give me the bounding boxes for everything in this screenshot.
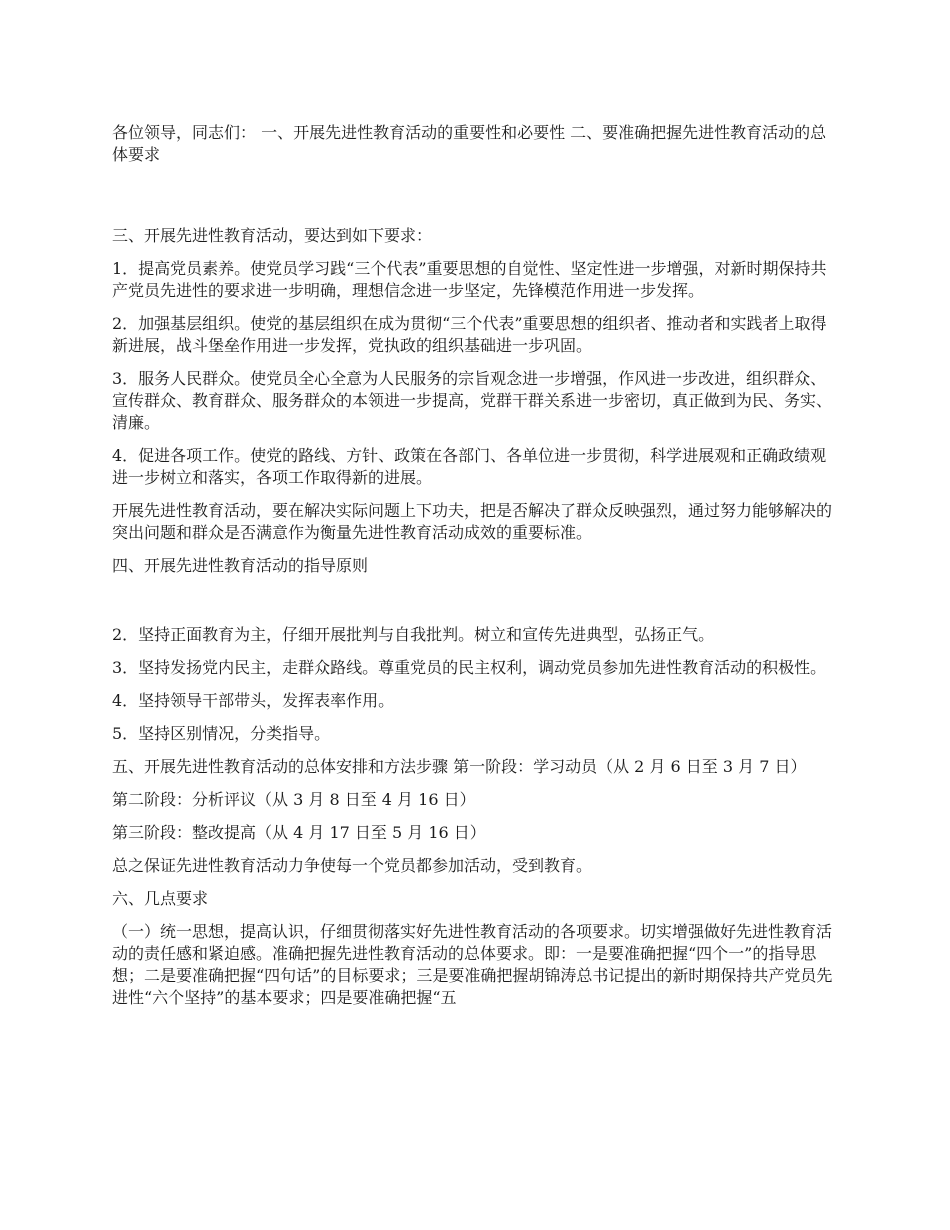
paragraph-principle-2: 2．坚持正面教育为主，仔细开展批判与自我批判。树立和宣传先进典型，弘扬正气。 — [112, 625, 715, 644]
paragraph-standard: 开展先进性教育活动，要在解决实际问题上下功夫，把是否解决了群众反映强烈，通过努力能够解决的突出问题和群众是否满意作为衡量先进性教育活动成效的重要标准。 — [112, 501, 833, 542]
paragraph-principle-4: 4．坚持领导干部带头，发挥表率作用。 — [112, 691, 395, 710]
paragraph-section-6-heading: 六、几点要求 — [112, 889, 209, 908]
blank-gap — [112, 588, 842, 624]
paragraph-point-1: （一）统一思想，提高认识，仔细贯彻落实好先进性教育活动的各项要求。切实增强做好先进性教育活动的责任感和紧迫感。准确把握先进性教育活动的总体要求。即：一是要准确把握“四个一”的指导思想；二是要准确把握“四句话”的目标要求；三是要准确把握胡锦涛总书记提出的新时期保持共产党员先进性“六个坚持”的基本要求；四是要准确把握“五 — [112, 922, 833, 1007]
document-body — [112, 122, 842, 1020]
paragraph-greeting: 各位领导，同志们： 一、开展先进性教育活动的重要性和必要性 二、要准确把握先进性教育活动的总体要求 — [112, 123, 827, 164]
paragraph-requirement-2: 2．加强基层组织。使党的基层组织在成为贯彻“三个代表”重要思想的组织者、推动者和实践者上取得新进展，战斗堡垒作用进一步发挥，党执政的组织基础进一步巩固。 — [112, 314, 827, 355]
paragraph-requirement-3: 3．服务人民群众。使党员全心全意为人民服务的宗旨观念进一步增强，作风进一步改进，组织群众、宣传群众、教育群众、服务群众的本领进一步提高，党群干群关系进一步密切，真正做到为民、务实、清廉。 — [112, 369, 833, 432]
paragraph-section-3-heading: 三、开展先进性教育活动，要达到如下要求： — [112, 226, 433, 245]
paragraph-principle-5: 5．坚持区别情况，分类指导。 — [112, 724, 331, 743]
paragraph-summary: 总之保证先进性教育活动力争使每一个党员都参加活动，受到教育。 — [112, 856, 593, 875]
paragraph-stage-2: 第二阶段：分析评议（从 3 月 8 日至 4 月 16 日） — [112, 790, 476, 809]
paragraph-stage-3: 第三阶段：整改提高（从 4 月 17 日至 5 月 16 日） — [112, 823, 486, 842]
paragraph-section-4-heading: 四、开展先进性教育活动的指导原则 — [112, 556, 369, 575]
blank-gap — [112, 177, 842, 225]
paragraph-requirement-1: 1．提高党员素养。使党员学习践“三个代表”重要思想的自觉性、坚定性进一步增强，对新时期保持共产党员先进性的要求进一步明确，理想信念进一步坚定，先锋模范作用进一步发挥。 — [112, 259, 827, 300]
paragraph-section-5-stage-1: 五、开展先进性教育活动的总体安排和方法步骤 第一阶段：学习动员（从 2 月 6 日至 3 月 7 日） — [112, 757, 807, 776]
paragraph-requirement-4: 4．促进各项工作。使党的路线、方针、政策在各部门、各单位进一步贯彻，科学进展观和正确政绩观进一步树立和落实，各项工作取得新的进展。 — [112, 446, 827, 487]
paragraph-principle-3: 3．坚持发扬党内民主，走群众路线。尊重党员的民主权利，调动党员参加先进性教育活动的积极性。 — [112, 658, 827, 677]
